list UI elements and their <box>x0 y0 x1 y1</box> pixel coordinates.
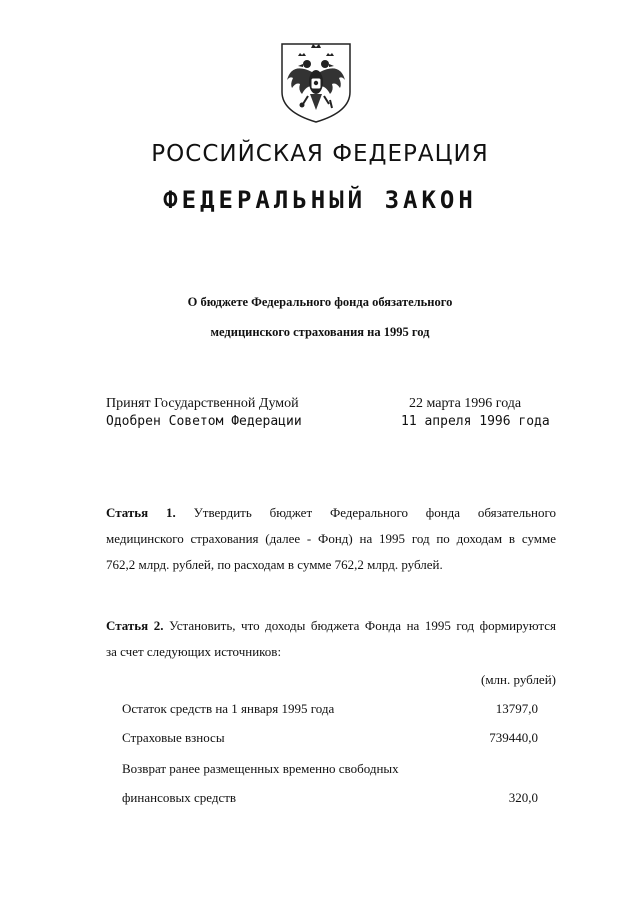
income-row-label: Страховые взносы <box>122 730 225 745</box>
income-row-value: 320,0 <box>508 790 538 805</box>
article-1 <box>106 500 556 578</box>
duma-adoption-label: Принят Государственной Думой <box>106 396 299 411</box>
law-type-title: ФЕДЕРАЛЬНЫЙ ЗАКОН <box>163 186 477 214</box>
duma-adoption-date: 22 марта 1996 года <box>409 396 522 411</box>
article-1-line-3: 762,2 млрд. рублей, по расходам в сумме 762,2 млрд. рублей. <box>106 557 443 572</box>
article-2 <box>106 613 556 665</box>
units-label: (млн. рублей) <box>481 672 556 687</box>
law-name-line-1: О бюджете Федерального фонда обязательного <box>187 295 453 309</box>
coat-of-arms-emblem <box>278 40 354 124</box>
article-2-title: Статья 2. <box>106 618 164 633</box>
law-name-line-2: медицинского страхования на 1995 год <box>210 325 430 339</box>
state-title: РОССИЙСКАЯ ФЕДЕРАЦИЯ <box>151 141 489 167</box>
income-row-value: 739440,0 <box>489 730 538 745</box>
income-row-label: финансовых средств <box>122 790 237 805</box>
council-approval-label: Одобрен Советом Федерации <box>106 414 302 429</box>
article-1-line-1: Статья 1. Утвердить бюджет Федерального фонда обязательного <box>106 505 556 520</box>
article-2-line-1: Статья 2. Установить, что доходы бюджета Фонда на 1995 год формируются <box>106 618 557 633</box>
article-2-line-2: за счет следующих источников: <box>106 644 282 659</box>
article-1-line-2: медицинского страхования (далее - Фонд) на 1995 год по доходам в сумме <box>106 531 556 546</box>
income-row-label: Возврат ранее размещенных временно свободных <box>122 761 399 776</box>
article-1-title: Статья 1. <box>106 505 176 520</box>
income-row-label: Остаток средств на 1 января 1995 года <box>122 701 335 716</box>
council-approval-date: 11 апреля 1996 года <box>401 414 550 429</box>
income-row-value: 13797,0 <box>495 701 538 716</box>
